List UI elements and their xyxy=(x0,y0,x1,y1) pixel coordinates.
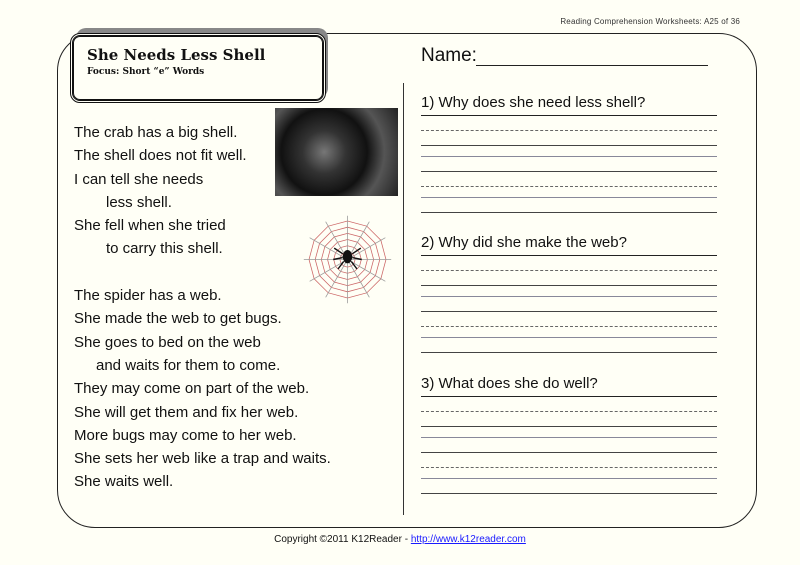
story-line: to carry this shell. xyxy=(106,240,223,258)
answer-line[interactable] xyxy=(421,478,717,479)
copyright-text: Copyright ©2011 K12Reader - xyxy=(274,534,411,545)
answer-line[interactable] xyxy=(421,130,717,131)
crab-photo xyxy=(275,108,398,196)
answer-line[interactable] xyxy=(421,411,717,412)
spider-web-image xyxy=(300,212,395,307)
question-text: 3) What does she do well? xyxy=(421,375,717,397)
answer-line[interactable] xyxy=(421,270,717,271)
answer-line[interactable] xyxy=(421,197,717,198)
question-block xyxy=(421,94,717,213)
story-line: and waits for them to come. xyxy=(96,356,281,374)
title-box xyxy=(70,33,326,103)
answer-line[interactable] xyxy=(421,467,717,468)
story-line: More bugs may come to her web. xyxy=(74,426,297,444)
copyright xyxy=(0,534,800,545)
focus-subtitle: Focus: Short “e” Words xyxy=(87,67,205,77)
answer-line[interactable] xyxy=(421,296,717,297)
story-line: The spider has a web. xyxy=(74,287,222,305)
name-input-line[interactable] xyxy=(476,65,708,66)
answer-line[interactable] xyxy=(421,156,717,157)
story-line: I can tell she needs xyxy=(74,170,204,188)
answer-line[interactable] xyxy=(421,337,717,338)
answer-line[interactable] xyxy=(421,437,717,438)
story-line: She waits well. xyxy=(74,473,174,491)
answer-line[interactable] xyxy=(421,426,717,427)
answer-line[interactable] xyxy=(421,326,717,327)
story-line: She will get them and fix her web. xyxy=(74,403,299,421)
story-line: The crab has a big shell. xyxy=(74,124,238,141)
k12reader-link[interactable]: http://www.k12reader.com xyxy=(410,534,526,545)
question-text: 2) Why did she make the web? xyxy=(421,234,717,256)
column-divider xyxy=(403,83,404,515)
story-line: They may come on part of the web. xyxy=(74,380,310,398)
answer-line[interactable] xyxy=(421,493,717,494)
story-line: less shell. xyxy=(106,193,172,211)
question-block xyxy=(421,375,717,494)
answer-line[interactable] xyxy=(421,145,717,146)
worksheet-title: She Needs Less Shell xyxy=(87,46,266,64)
story-line: She fell when she tried xyxy=(74,217,226,235)
story-line: The shell does not fit well. xyxy=(74,147,247,165)
story-line: She sets her web like a trap and waits. xyxy=(74,450,331,468)
story-line: She goes to bed on the web xyxy=(74,333,261,351)
story-line xyxy=(74,261,331,284)
question-block xyxy=(421,234,717,353)
answer-line[interactable] xyxy=(421,452,717,453)
header-note: Reading Comprehension Worksheets: A25 of 36 xyxy=(560,17,740,26)
answer-line[interactable] xyxy=(421,352,717,353)
story-line: She made the web to get bugs. xyxy=(74,310,282,328)
answer-line[interactable] xyxy=(421,285,717,286)
name-label: Name: xyxy=(421,45,477,66)
answer-line[interactable] xyxy=(421,311,717,312)
answer-line[interactable] xyxy=(421,212,717,213)
answer-line[interactable] xyxy=(421,186,717,187)
question-text: 1) Why does she need less shell? xyxy=(421,94,717,116)
answer-line[interactable] xyxy=(421,171,717,172)
